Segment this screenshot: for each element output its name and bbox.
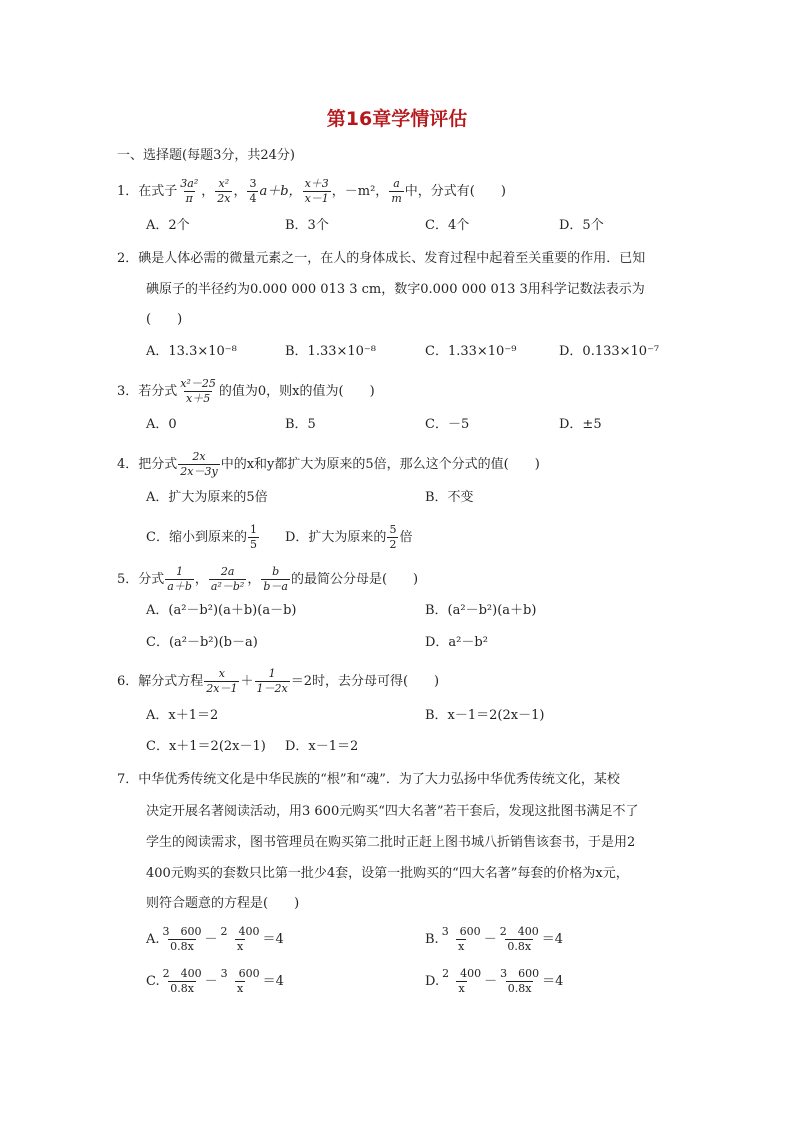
q3-option-c[interactable]: C．－5 [425, 417, 470, 432]
fraction: $\frac{\text{x²－25}}{x+5}$ [180, 377, 216, 405]
fraction: $\frac{3 600}{0.8x}$ [162, 925, 202, 953]
q5-option-b[interactable]: B．(a²－b²)(a＋b) [425, 603, 537, 618]
question-3: 3．若分式 $\frac{\text{x²－25}}{x+5}$ 的值为0，则x的值为( ) [117, 377, 375, 405]
fraction: $\frac{\text{x²}}{2x}$ [217, 177, 231, 205]
fraction: $\frac{2a}{\text{a²－b²}}$ [210, 565, 245, 593]
fraction: $\frac{x}{2x-1}$ [206, 667, 238, 695]
q7-line-1: 7．中华优秀传统文化是中华民族的“根”和“魂”．为了大力弘扬中华优秀传统文化，某校 [117, 772, 620, 787]
q1-option-d[interactable]: D．5个 [559, 218, 604, 233]
q7-option-d[interactable]: D. $\frac{2 400}{x}$ － $\frac{3 600}{0.8x}$ ＝4 [425, 967, 564, 995]
q6-option-d[interactable]: D．x－1＝2 [285, 739, 359, 754]
q3-option-b[interactable]: B．5 [285, 417, 316, 432]
q3-option-a[interactable]: A．0 [146, 417, 177, 432]
fraction: $\frac{b}{b-a}$ [263, 565, 288, 593]
fraction: $\frac{1}{5}$ [249, 523, 257, 551]
fraction: $\frac{2 400}{0.8x}$ [162, 967, 202, 995]
question-4: 4．把分式 $\frac{2x}{2x-3y}$ 中的x和y都扩大为原来的5倍，那么这个分式的值( ) [117, 450, 540, 478]
q7-line-2: 决定开展名著阅读活动，用3 600元购买“四大名著”若干套后，发现这批图书满足不了 [146, 804, 639, 819]
page-title: 第16章学情评估 [326, 108, 468, 130]
fraction: $\frac{a}{m}$ [391, 177, 402, 205]
section-heading: 一、选择题(每题3分，共24分) [117, 148, 295, 163]
q4-option-b[interactable]: B．不变 [425, 490, 474, 505]
q3-option-d[interactable]: D．±5 [559, 417, 602, 432]
q7-line-5: 则符合题意的方程是( ) [146, 896, 300, 911]
q7-option-c[interactable]: C. $\frac{2 400}{0.8x}$ － $\frac{3 600}{x}$ ＝4 [146, 967, 284, 995]
q4-option-c[interactable]: C．缩小到原来的 $\frac{1}{5}$ [146, 523, 257, 551]
question-6: 6．解分式方程 $\frac{x}{2x-1}$ ＋ $\frac{1}{1-2x}$ ＝2时，去分母可得( ) [117, 667, 440, 695]
question-5: 5．分式 $\frac{1}{a+b}$ ， $\frac{2a}{\text{a²－b²}}$ ， $\frac{b}{b-a}$ 的最简公分母是( ) [117, 565, 419, 593]
fraction: $\frac{1}{a+b}$ [167, 565, 192, 593]
q1-option-b[interactable]: B．3个 [285, 218, 329, 233]
q2-option-c[interactable]: C．1.33×10⁻⁹ [425, 344, 517, 359]
fraction: $\frac{2 400}{x}$ [220, 925, 260, 953]
fraction: $\frac{x+3}{x-1}$ [304, 177, 329, 205]
q2-option-d[interactable]: D．0.133×10⁻⁷ [559, 344, 660, 359]
q1-option-c[interactable]: C．4个 [425, 218, 470, 233]
fraction: $\frac{2 400}{0.8x}$ [499, 925, 539, 953]
q4-option-a[interactable]: A．扩大为原来的5倍 [146, 490, 268, 505]
q6-option-c[interactable]: C．x＋1＝2(2x－1) [146, 739, 266, 754]
fraction: $\frac{2x}{2x-3y}$ [180, 450, 218, 478]
q4-option-d[interactable]: D．扩大为原来的 $\frac{5}{2}$ 倍 [285, 523, 413, 551]
fraction: $\frac{3}{4}$ [249, 177, 257, 205]
fraction: $\frac{3 600}{0.8x}$ [500, 967, 540, 995]
q1-option-a[interactable]: A．2个 [146, 218, 190, 233]
q7-option-a[interactable]: A. $\frac{3 600}{0.8x}$ － $\frac{2 400}{x}$ ＝4 [146, 925, 284, 953]
q6-option-a[interactable]: A．x＋1＝2 [146, 708, 219, 723]
fraction: $\frac{5}{2}$ [389, 523, 397, 551]
q2-line-1: 2．碘是人体必需的微量元素之一，在人的身体成长、发育过程中起着至关重要的作用．已知 [117, 251, 646, 266]
q5-option-c[interactable]: C．(a²－b²)(b－a) [146, 635, 258, 650]
q2-line-3: ( ) [146, 312, 183, 327]
q5-option-d[interactable]: D．a²－b² [425, 635, 488, 650]
q1-prefix: 1．在式子 [117, 184, 178, 199]
fraction: $\frac{2 400}{x}$ [442, 967, 482, 995]
fraction: $\frac{3 600}{x}$ [441, 925, 481, 953]
q7-line-3: 学生的阅读需求，图书管理员在购买第二批时正赶上图书城八折销售该套书，于是用2 [146, 835, 636, 850]
question-1: 1．在式子 $\frac{\text{3a²}}{\pi}$ ， $\frac{\text{x²}}{2x}$ ， $\frac{3}{4}$ a＋b， $\frac{x+3}{x-1}$ ，－m²， $\frac{a}{m}$ 中，分式有( ) [117, 177, 506, 205]
q2-line-2: 碘原子的半径约为0.000 000 013 3 cm，数字0.000 000 013 3用科学记数法表示为 [146, 282, 645, 297]
q5-option-a[interactable]: A．(a²－b²)(a＋b)(a－b) [146, 603, 297, 618]
fraction: $\frac{\text{3a²}}{\pi}$ [180, 177, 199, 205]
q7-line-4: 400元购买的套数只比第一批少4套，设第一批购买的“四大名著”每套的价格为x元， [146, 866, 629, 881]
fraction: $\frac{1}{1-2x}$ [256, 667, 288, 695]
q6-option-b[interactable]: B．x－1＝2(2x－1) [425, 708, 545, 723]
q2-option-a[interactable]: A．13.3×10⁻⁸ [146, 344, 237, 359]
fraction: $\frac{3 600}{x}$ [220, 967, 260, 995]
q2-option-b[interactable]: B．1.33×10⁻⁸ [285, 344, 377, 359]
q7-option-b[interactable]: B. $\frac{3 600}{x}$ － $\frac{2 400}{0.8x}$ ＝4 [425, 925, 563, 953]
